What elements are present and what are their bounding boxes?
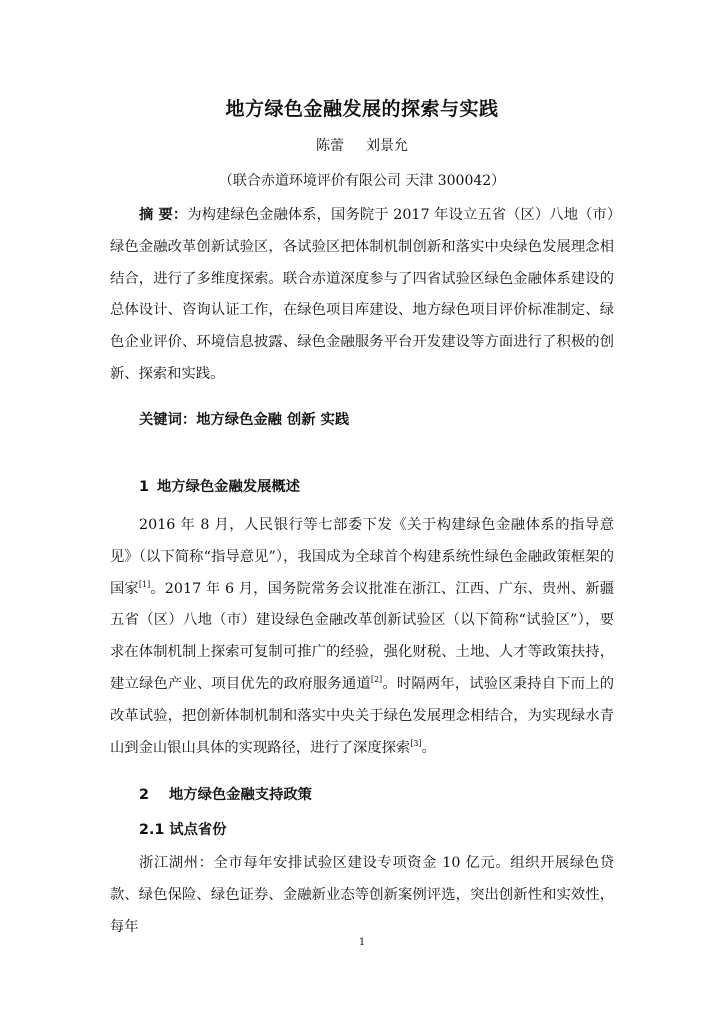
abstract (110, 200, 614, 391)
paragraph-text: 。 (421, 739, 436, 756)
body-paragraph: 浙江湖州：全市每年安排试验区建设专项资金 10 亿元。组织开展绿色贷款、绿色保险、绿色证券、金融新业态等创新案例评选，突出创新性和实效性，每年 (110, 855, 614, 935)
citation-ref[interactable]: [3] (410, 738, 422, 748)
author-name: 刘景允 (366, 138, 408, 154)
keywords (110, 405, 614, 437)
keywords-text: 地方绿色金融 创新 实践 (196, 412, 350, 428)
citation-ref[interactable]: [2] (370, 674, 383, 684)
citation-ref[interactable]: [1] (138, 579, 151, 589)
page-number: 1 (358, 937, 366, 948)
paragraph-text: 。时隔两年，试验区秉持自下而上的改革试验，把创新体制机制和落实中央关于绿色发展理念相结合，为实现绿水青山到金山银山具体的实现路径，进行了深度探索 (110, 675, 615, 756)
section-heading (139, 476, 300, 496)
author-name: 陈蕾 (316, 138, 344, 154)
section-number: 1 (139, 479, 149, 495)
body-paragraph (110, 510, 614, 764)
author-line (0, 135, 724, 155)
section-title: 地方绿色金融支持政策 (169, 787, 312, 803)
section-number: 2 (139, 787, 149, 803)
subsection-heading: 2.1 试点省份 (139, 822, 227, 838)
paper-title: 地方绿色金融发展的探索与实践 (225, 98, 499, 120)
section-heading (139, 784, 312, 804)
paragraph-text: 。2017 年 6 月，国务院常务会议批准在浙江、江西、广东、贵州、新疆五省（区）八地（市）建设绿色金融改革创新试验区（以下简称“试验区”），要求在体制机制上探索可复制可推广的经验，强化财税、土地、人才等政策扶持，建立绿色产业、项目优先的政府服务通道 (110, 580, 614, 692)
abstract-label: 摘 要： (139, 207, 188, 223)
affiliation: （联合赤道环境评价有限公司 天津 300042） (218, 173, 506, 189)
abstract-text: 为构建绿色金融体系，国务院于 2017 年设立五省（区）八地（市）绿色金融改革创新试验区，各试验区把体制机制创新和落实中央绿色发展理念相结合，进行了多维度探索。联合赤道深度参与了四省试验区绿色金融体系建设的总体设计、咨询认证工作，在绿色项目库建设、地方绿色项目评价标准制定、绿色企业评价、环境信息披露、绿色金融服务平台开发建设等方面进行了积极的创新、探索和实践。 (110, 207, 614, 382)
keywords-label: 关键词： (139, 412, 197, 428)
paragraph-text: 2016 年 8 月，人民银行等七部委下发《关于构建绿色金融体系的指导意见》（以下简称“指导意见”），我国成为全球首个构建系统性绿色金融政策框架的国家 (110, 517, 614, 597)
section-title: 地方绿色金融发展概述 (157, 479, 300, 495)
